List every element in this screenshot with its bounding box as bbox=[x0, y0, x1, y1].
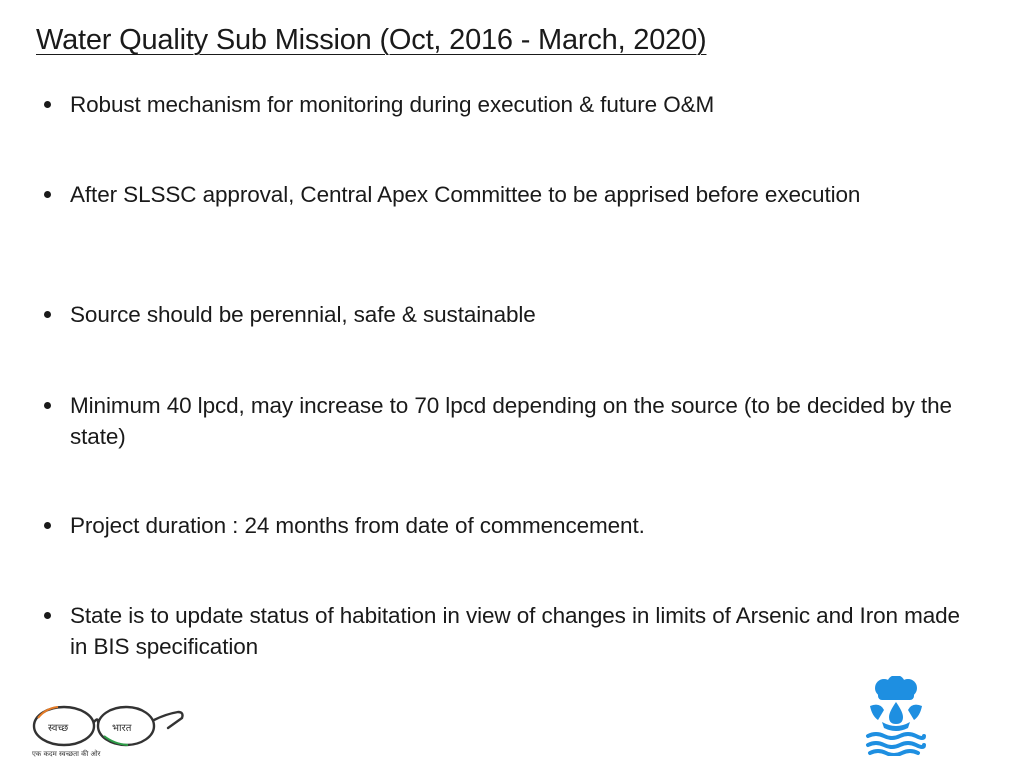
logo-word-left: स्वच्छ bbox=[48, 723, 69, 734]
bullet-item bbox=[70, 390, 960, 452]
swachh-bharat-logo bbox=[28, 696, 188, 764]
water-drop-logo bbox=[862, 676, 930, 756]
water-drop-icon bbox=[862, 676, 930, 756]
bullet-text: Minimum 40 lpcd, may increase to 70 lpcd depending on the source (to be decided by the state) bbox=[70, 393, 952, 449]
bullet-dot bbox=[44, 311, 51, 318]
bullet-dot bbox=[44, 101, 51, 108]
spectacles-icon bbox=[28, 696, 188, 752]
bullet-item bbox=[70, 510, 960, 541]
bullet-dot bbox=[44, 522, 51, 529]
logo-tagline: एक कदम स्वच्छता की ओर bbox=[32, 750, 101, 758]
bullet-text: Robust mechanism for monitoring during execution & future O&M bbox=[70, 92, 715, 117]
bullet-item bbox=[70, 600, 960, 662]
bullet-item bbox=[70, 89, 960, 120]
logo-word-right: भारत bbox=[112, 723, 132, 734]
bullet-item bbox=[70, 179, 960, 210]
slide-title: Water Quality Sub Mission (Oct, 2016 - March, 2020) bbox=[36, 24, 707, 56]
bullet-item bbox=[70, 299, 960, 330]
bullet-text: Project duration : 24 months from date of commencement. bbox=[70, 513, 645, 538]
bullet-text: Source should be perennial, safe & sustainable bbox=[70, 302, 536, 327]
bullet-text: State is to update status of habitation in view of changes in limits of Arsenic and Iron made in BIS specification bbox=[70, 603, 960, 659]
bullet-dot bbox=[44, 612, 51, 619]
bullet-text: After SLSSC approval, Central Apex Committee to be apprised before execution bbox=[70, 182, 861, 207]
bullet-dot bbox=[44, 402, 51, 409]
bullet-dot bbox=[44, 191, 51, 198]
